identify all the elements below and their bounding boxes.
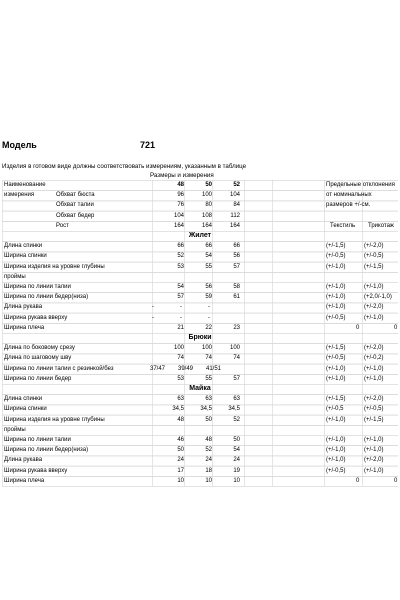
table-cell-value: 19: [233, 467, 240, 474]
section-title: Жилет: [188, 232, 212, 239]
table-cell-value: 48: [205, 437, 212, 443]
table-cell-value: 63: [233, 396, 240, 403]
table-cell-value: 24: [177, 457, 184, 464]
table-cell-value: 66: [233, 243, 240, 250]
table-cell-value: 37/47: [150, 365, 166, 372]
header-name: Наименование: [4, 182, 46, 188]
tolerance-textile: (+/-0,5: [326, 406, 344, 413]
table-cell-value: 104: [229, 192, 240, 199]
table-cell-value: 17: [177, 467, 184, 474]
table-cell-value: 104: [173, 212, 184, 219]
table-cell-value: 52: [233, 416, 240, 423]
tolerance-title: Предельные отклонения: [326, 182, 395, 188]
table-cell-value: 34,5: [228, 406, 240, 413]
tolerance-knit: (+/-0,2): [364, 355, 384, 362]
tolerance-knit: 0: [394, 324, 398, 331]
table-row-label: Обхват бедер: [56, 212, 95, 219]
tolerance-knit: (+/-1,5): [364, 416, 384, 423]
table-cell-value: 57: [233, 375, 240, 382]
table-row-label: проймы: [4, 426, 26, 433]
tolerance-knit: (+/-1,0): [364, 375, 384, 382]
table-cell-value: 100: [173, 345, 184, 352]
table-row-label: Длина спинки: [4, 243, 43, 250]
table-cell-value: 80: [205, 202, 212, 209]
table-cell-value: 55: [205, 263, 212, 270]
table-row-label: проймы: [4, 273, 26, 280]
table-cell-value: 74: [177, 355, 184, 362]
table-row-label: Ширина по линии бедер(низа): [4, 447, 89, 454]
tolerance-textile: (+/-1,0): [326, 284, 346, 290]
sizes-caption: Размеры и измерения: [150, 172, 214, 179]
table-cell-value: 100: [201, 192, 212, 199]
table-cell-value: 10: [177, 477, 184, 484]
table-cell-value: 100: [229, 345, 240, 352]
measurement-table: [2, 180, 398, 598]
tolerance-knit: (+2,0/-1,0): [364, 294, 392, 301]
tolerance-knit: (+/-1,0): [364, 467, 384, 474]
table-cell-value: 53: [177, 263, 184, 270]
table-row-label: Ширина плеча: [4, 324, 45, 331]
table-cell-value: 61: [233, 294, 240, 301]
table-cell-value: 50: [177, 447, 184, 454]
table-cell-value: 108: [201, 212, 212, 219]
size-header: 48: [177, 182, 184, 188]
table-cell-value: 63: [205, 396, 212, 403]
tolerance-textile: (+/-1,0): [326, 416, 346, 423]
table-cell-value: 10: [205, 477, 212, 484]
table-row-label: Ширина по линии талии: [4, 437, 71, 443]
table-cell-value: 18: [205, 467, 212, 474]
table-cell-value: 57: [177, 294, 184, 301]
tolerance-textile: (+/-1,5): [326, 345, 346, 352]
table-cell-value: 50: [205, 416, 212, 423]
tolerance-textile: (+/-1,0): [326, 447, 346, 454]
tolerance-knit: (+/-0,5): [364, 406, 384, 413]
tolerance-textile: (+/-1,5): [326, 243, 346, 250]
tolerance-textile: (+/-1,5): [326, 396, 346, 403]
table-cell-value: 164: [229, 222, 240, 229]
table-cell-value: 24: [233, 457, 240, 464]
size-header: 50: [205, 182, 212, 188]
table-cell-value: 56: [233, 253, 240, 260]
table-cell-value: -: [180, 314, 182, 321]
table-cell-value: 56: [205, 284, 212, 290]
table-cell-value: 66: [205, 243, 212, 250]
table-row-label: Длина спинки: [4, 396, 43, 403]
table-cell-value: 22: [205, 324, 212, 331]
table-cell-value: 52: [205, 447, 212, 454]
table-row-label: Ширина рукава вверху: [4, 314, 68, 321]
table-row-label: Обхват бюста: [56, 192, 95, 199]
table-row-label: Длина по боковому срезу: [4, 345, 75, 352]
tolerance-knit: (+/-1,0): [364, 447, 384, 454]
table-row-label: Длина рукава: [4, 457, 43, 464]
table-cell-value: -: [208, 314, 210, 321]
table-cell-value: 53: [177, 375, 184, 382]
model-number: 721: [140, 140, 156, 150]
table-row-label: Обхват талии: [56, 202, 94, 209]
table-cell-value: 66: [177, 243, 184, 250]
table-cell-value: 52: [177, 253, 184, 260]
table-cell-value: 164: [201, 222, 212, 229]
tolerance-knit: (+/-2,0): [364, 396, 384, 403]
table-cell-value: 24: [205, 457, 212, 464]
table-cell-value: 34,5: [200, 406, 212, 413]
table-cell-value: 39/49: [178, 365, 194, 372]
table-row-label: Ширина рукава вверху: [4, 467, 68, 474]
table-cell-value: 54: [205, 253, 212, 260]
table-cell-value: -: [180, 304, 182, 311]
table-cell-value: 23: [233, 324, 240, 331]
section-title: Майка: [189, 385, 211, 392]
tolerance-textile: (+/-1,0): [326, 375, 346, 382]
tolerance-textile: (+/-1,0): [326, 365, 346, 372]
table-cell-value: 57: [233, 263, 240, 270]
table-row-label: Ширина изделия на уровне глубины: [4, 416, 105, 423]
tolerance-textile: (+/-1,0): [326, 304, 346, 311]
table-row-label: Длина по шаговому шву: [4, 355, 72, 362]
tolerance-textile: (+/-0,5): [326, 467, 346, 474]
table-cell-value: 55: [205, 375, 212, 382]
table-cell-value: 54: [233, 447, 240, 454]
table-cell-value: 21: [177, 324, 184, 331]
table-row-label: Ширина по линии талии: [4, 284, 71, 290]
tolerance-textile: (+/-1,0): [326, 294, 346, 301]
tolerance-col-textile: Текстиль: [330, 222, 356, 229]
tolerance-textile: (+/-1,0): [326, 437, 346, 443]
tolerance-knit: (+/-2,0): [364, 304, 384, 311]
table-cell-value: 46: [177, 437, 184, 443]
table-cell-value: 63: [177, 396, 184, 403]
table-cell-value: 48: [177, 416, 184, 423]
table-cell-value: 84: [233, 202, 240, 209]
tolerance-textile: (+/-1,0): [326, 457, 346, 464]
table-row-label: Ширина спинки: [4, 406, 47, 413]
table-row-label: Ширина изделия на уровне глубины: [4, 263, 105, 270]
table-cell-value: 41/51: [206, 365, 222, 372]
table-cell-value: 58: [233, 284, 240, 290]
table-cell-value: 54: [177, 284, 184, 290]
tolerance-knit: (+/-2,0): [364, 457, 384, 464]
tolerance-textile: 0: [356, 477, 360, 484]
tolerance-textile: 0: [356, 324, 360, 331]
table-row-label: Ширина плеча: [4, 477, 45, 484]
tolerance-textile: (+/-1,0): [326, 263, 346, 270]
table-cell-value: 10: [233, 477, 240, 484]
tolerance-knit: 0: [394, 477, 398, 484]
table-cell-value: 74: [205, 355, 212, 362]
tolerance-knit: (+/-1,0): [364, 284, 384, 290]
section-title: Брюки: [188, 334, 212, 341]
note-text: Изделия в готовом виде должны соответствовать измерениям, указанным в таблице: [2, 163, 247, 170]
tolerance-knit: (+/-0,5): [364, 253, 384, 260]
table-row-label: Рост: [56, 222, 69, 229]
table-cell-value: -: [208, 304, 210, 311]
table-row-label: Ширина по линии талии с резинкой/без: [4, 365, 114, 372]
table-cell-value: 96: [177, 192, 184, 199]
tolerance-textile: (+/-0,5): [326, 355, 346, 362]
table-cell-value: 164: [173, 222, 184, 229]
table-cell-value: 74: [233, 355, 240, 362]
table-cell-value: -: [152, 304, 154, 311]
tolerance-knit: (+/-2,0): [364, 243, 384, 250]
size-header: 52: [233, 182, 240, 188]
table-row-label: Ширина по линии бедер: [4, 375, 72, 382]
table-cell-value: 76: [177, 202, 184, 209]
tolerance-knit: (+/-1,0): [364, 365, 384, 372]
tolerance-title-2: от номинальных: [326, 192, 372, 199]
table-cell-value: 59: [205, 294, 212, 301]
table-row-label: Ширина по линии бедер(низа): [4, 294, 89, 301]
table-cell-value: 112: [230, 212, 240, 219]
model-title: Модель: [2, 140, 37, 150]
tolerance-textile: (+/-0,5): [326, 314, 346, 321]
tolerance-knit: (+/-1,5): [364, 263, 384, 270]
tolerance-knit: (+/-2,0): [364, 345, 384, 352]
tolerance-knit: (+/-1,0): [364, 437, 384, 443]
table-cell-value: -: [152, 314, 154, 321]
header-name-2: измерения: [4, 192, 35, 199]
table-row-label: Длина рукава: [4, 304, 43, 311]
table-cell-value: 34,5: [172, 406, 184, 413]
tolerance-knit: (+/-1,0): [364, 314, 384, 321]
tolerance-col-knit: Трикотаж: [368, 222, 394, 229]
tolerance-title-3: размеров +/-см.: [326, 202, 371, 209]
table-cell-value: 100: [201, 345, 212, 352]
tolerance-textile: (+/-0,5): [326, 253, 346, 260]
table-row-label: Ширина спинки: [4, 253, 47, 260]
table-cell-value: 50: [233, 437, 240, 443]
